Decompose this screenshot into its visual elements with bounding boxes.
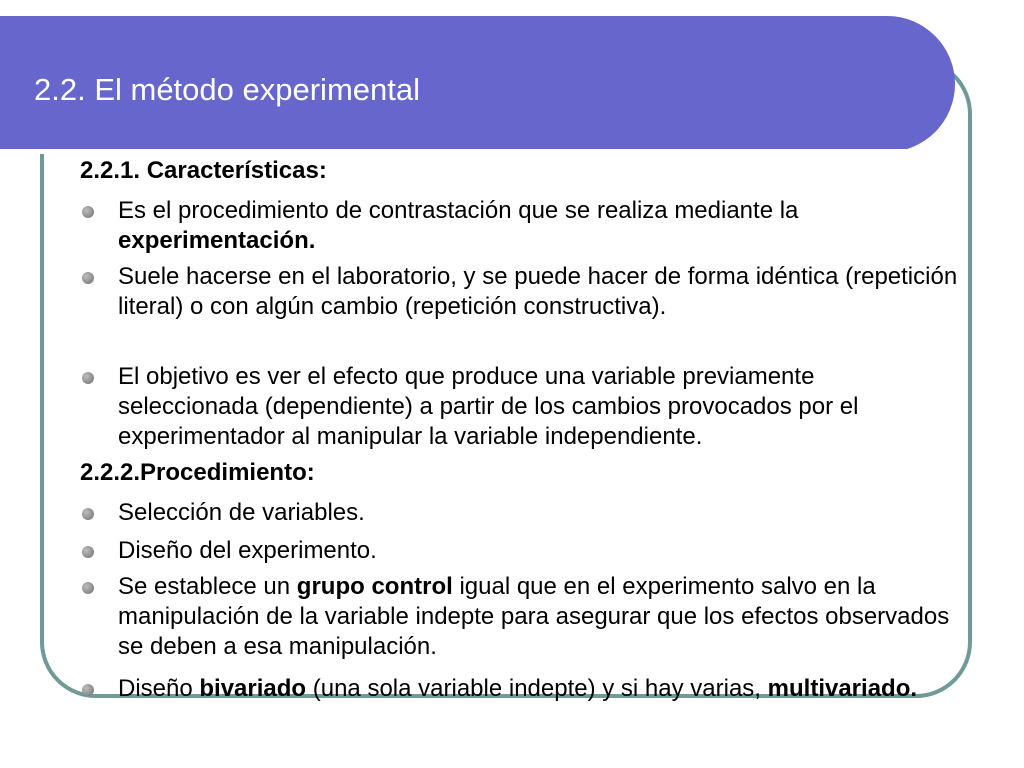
bullet-bold-text: grupo control xyxy=(296,573,453,600)
bullet-icon xyxy=(82,206,94,218)
bullet-text: Suele hacerse en el laboratorio, y se puede hacer de forma idéntica (repetición literal) o con algún cambio (repetición constructiva). xyxy=(118,263,958,320)
bullet-bold-text: experimentación. xyxy=(118,227,316,254)
bullet-icon xyxy=(82,508,94,520)
title-underline xyxy=(0,149,906,154)
bullet-text: igual que en el experimento salvo en la manipulación de la variable indepte para asegurar que los efectos observados se deben a esa manipulación. xyxy=(118,573,950,660)
title-bar xyxy=(0,16,955,152)
bullet-bold-text: bivariado xyxy=(199,675,307,702)
bullet-text: Es el procedimiento de contrastación que se realiza mediante la xyxy=(118,197,799,224)
bullet-text: Se establece un xyxy=(118,573,297,600)
bullet-icon xyxy=(82,372,94,384)
bullet-icon xyxy=(82,582,94,594)
bullet-icon xyxy=(82,684,94,696)
section-heading-procedimiento: 2.2.2.Procedimiento: xyxy=(80,459,315,486)
bullet-item xyxy=(118,196,958,256)
bullet-bold-text: multivariado. xyxy=(767,675,918,702)
bullet-text: Diseño del experimento. xyxy=(118,537,377,564)
bullet-text: Selección de variables. xyxy=(118,499,365,526)
bullet-item xyxy=(118,498,958,528)
bullet-item xyxy=(118,362,958,452)
bullet-text: Diseño xyxy=(118,675,200,702)
bullet-icon xyxy=(82,272,94,284)
section-heading-caracteristicas: 2.2.1. Características: xyxy=(80,157,327,184)
bullet-item xyxy=(118,674,958,704)
bullet-text: El objetivo es ver el efecto que produce una variable previamente seleccionada (dependiente) a partir de los cambios provocados por el experimentador al manipular la variable independiente. xyxy=(118,363,859,450)
bullet-item xyxy=(118,536,958,566)
bullet-item xyxy=(118,572,958,662)
bullet-icon xyxy=(82,546,94,558)
slide-title: 2.2. El método experimental xyxy=(34,72,420,107)
bullet-text: (una sola variable indepte) y si hay varias, xyxy=(306,675,768,702)
bullet-item xyxy=(118,262,958,322)
